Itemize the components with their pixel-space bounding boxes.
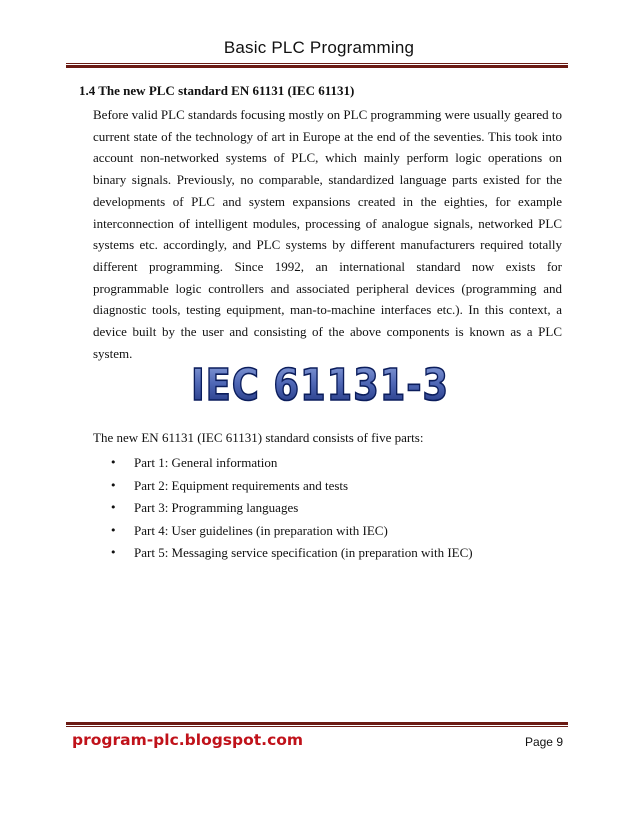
footer-blog-link[interactable]: program-plc.blogspot.com [72,731,304,749]
list-item-label: Part 3: Programming languages [134,500,299,516]
list-item [110,475,473,498]
page-header-title: Basic PLC Programming [223,38,415,57]
parts-intro: The new EN 61131 (IEC 61131) standard consists of five parts: [93,430,424,445]
bullet-icon: • [110,456,117,469]
parts-list [110,452,473,565]
list-item-label: Part 1: General information [134,455,278,470]
bullet-icon: • [110,478,117,492]
section-heading: 1.4 The new PLC standard EN 61131 (IEC 61131) [79,83,355,98]
list-item-label: Part 4: User guidelines (in preparation with IEC) [134,522,388,538]
iec-logo-text: IEC 61131-3 [191,360,449,411]
body-paragraph: Before valid PLC standards focusing mostly on PLC programming were usually geared to current state of the technology of art in Europe at the end of the seventies. This took into account non-networked systems of PLC, which mainly perform logic operations on binary signals. Previously, no comparable, standardized language parts existed for the developments of PLC and system expansions created in the eighties, for example interconnection of intelligent modules, processing of analogue signals, networked PLC systems etc. accordingly, and PLC systems by different manufacturers required totally different programming. Since 1992, an international standard now exists for programmable logic controllers and associated peripheral devices (programming and diagnostic tools, testing equipment, man-to-machine interfaces etc.). In this context, a device built by the user and consisting of the above components is known as a PLC system. [93,107,562,361]
list-item-label: Part 2: Equipment requirements and tests [134,477,349,493]
list-item-label: Part 5: Messaging service specification (in preparation with IEC) [134,545,473,561]
footer-divider [66,722,568,727]
list-item [110,520,473,543]
list-item [110,542,473,565]
page-number: Page 9 [524,735,563,749]
bullet-icon: • [110,523,117,537]
header-divider [66,63,568,68]
bullet-icon: • [110,501,117,515]
list-item [110,452,473,475]
bullet-icon: • [110,546,117,560]
iec-61131-3-logo-image [188,360,452,411]
list-item [110,497,473,520]
